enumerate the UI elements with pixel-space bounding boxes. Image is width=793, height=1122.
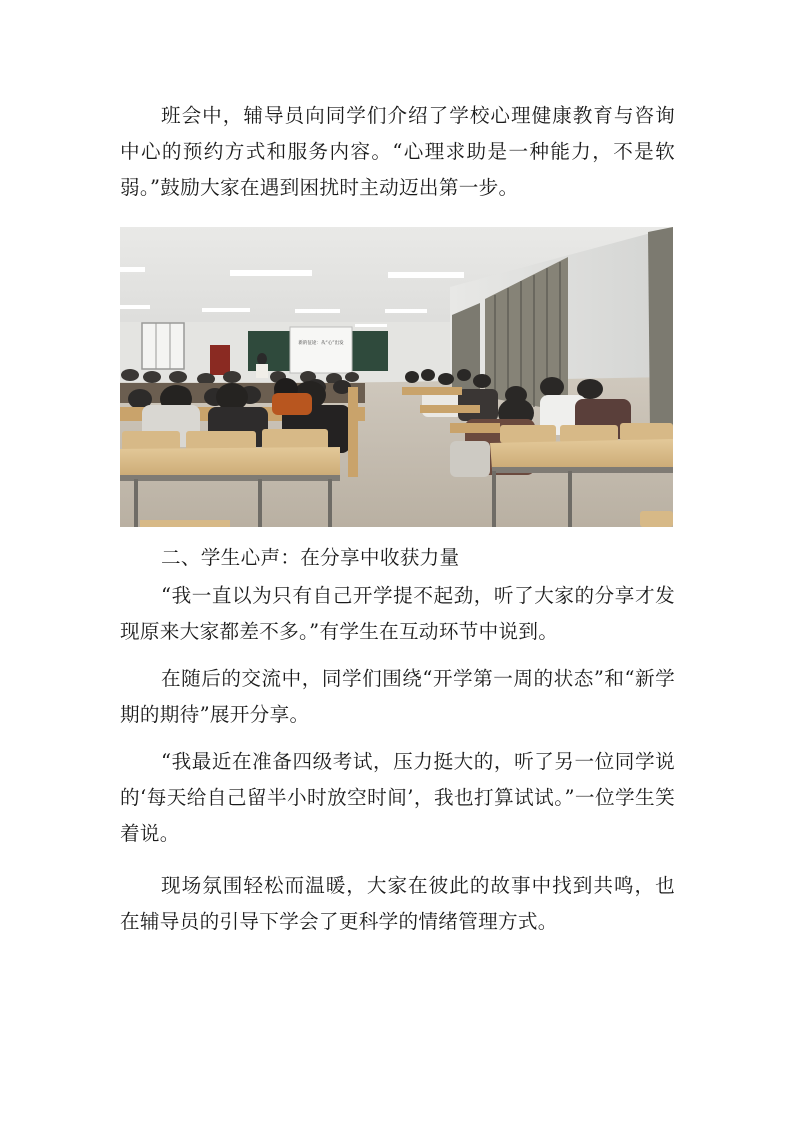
section-heading: 二、学生心声：在分享中收获力量 bbox=[161, 546, 460, 569]
paragraph-student-quote: “我一直以为只有自己开学提不起劲，听了大家的分享才发现原来大家都差不多。”有学生在互动环节中说到。 bbox=[120, 584, 675, 643]
classroom-photo bbox=[120, 227, 673, 527]
paragraph-atmosphere: 现场氛围轻松而温暖，大家在彼此的故事中找到共鸣，也在辅导员的引导下学会了更科学的情绪管理方式。 bbox=[120, 874, 675, 933]
paragraph-intro: 班会中，辅导员向同学们介绍了学校心理健康教育与咨询中心的预约方式和服务内容。“心理求助是一种能力，不是软弱。”鼓励大家在遇到困扰时主动迈出第一步。 bbox=[120, 104, 675, 199]
screen-title: 新的征途：从“心”出发 bbox=[298, 341, 344, 346]
paragraph-discussion: 在随后的交流中，同学们围绕“开学第一周的状态”和“新学期的期待”展开分享。 bbox=[120, 667, 675, 726]
paragraph-exam-quote: “我最近在准备四级考试，压力挺大的，听了另一位同学说的‘每天给自己留半小时放空时间’，我也打算试试。”一位学生笑着说。 bbox=[120, 750, 675, 845]
